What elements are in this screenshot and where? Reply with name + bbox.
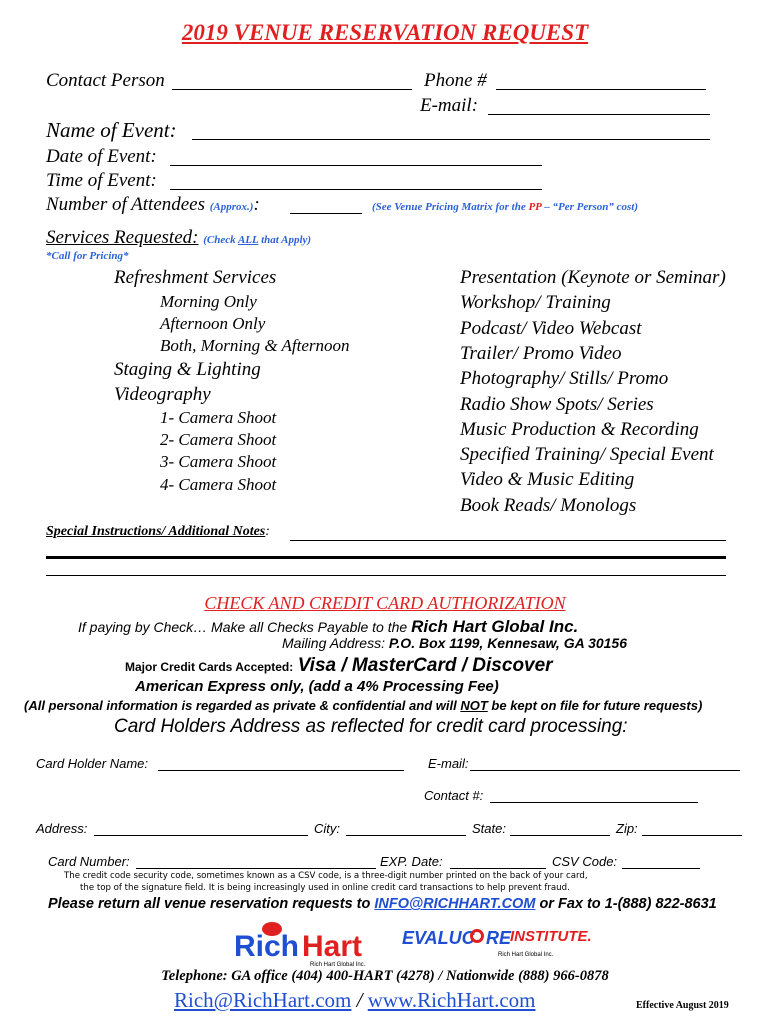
event-date-label: Date of Event: xyxy=(46,146,157,167)
pricing-note-text: (See Venue Pricing Matrix for the xyxy=(372,201,526,213)
call-for-pricing: *Call for Pricing* xyxy=(46,250,129,262)
footer-web-link[interactable]: www.RichHart.com xyxy=(367,988,536,1012)
email-field[interactable] xyxy=(488,114,710,115)
checks-payee: Rich Hart Global Inc. xyxy=(411,617,579,636)
card-email-field[interactable] xyxy=(470,770,740,771)
state-label: State: xyxy=(472,821,506,836)
event-time-field[interactable] xyxy=(170,189,542,190)
city-field[interactable] xyxy=(346,835,466,836)
card-number-field[interactable] xyxy=(136,868,376,869)
privacy-text-a: (All personal information is regarded as private & confidential and will xyxy=(24,698,457,713)
csv-field[interactable] xyxy=(622,868,700,869)
services-heading-text: Services Requested: xyxy=(46,227,199,248)
services-check-note xyxy=(203,234,311,246)
csv-note-2: the top of the signature field. It is being increasingly used in online credit card transactions to help prevent fraud. xyxy=(80,883,570,893)
card-holder-name-label: Card Holder Name: xyxy=(36,756,148,771)
service-podcast[interactable]: Podcast/ Video Webcast xyxy=(460,318,642,339)
logo-institute: INSTITUTE. xyxy=(510,928,592,945)
city-label: City: xyxy=(314,821,340,836)
amex-note: American Express only, (add a 4% Processing Fee) xyxy=(135,678,499,695)
contact-person-label: Contact Person xyxy=(46,70,165,91)
address-label: Address: xyxy=(36,821,88,836)
service-book-reads[interactable]: Book Reads/ Monologs xyxy=(460,495,637,516)
card-number-label: Card Number: xyxy=(48,854,130,869)
return-text-a: Please return all venue reservation requests to xyxy=(48,896,371,912)
notes-label xyxy=(46,524,270,540)
event-time-label: Time of Event: xyxy=(46,170,157,191)
exp-date-field[interactable] xyxy=(450,868,546,869)
cards-label: Major Credit Cards Accepted: xyxy=(125,660,294,674)
attendees-field[interactable] xyxy=(290,213,362,214)
notes-field-1[interactable] xyxy=(290,540,726,541)
state-field[interactable] xyxy=(510,835,610,836)
service-music-production[interactable]: Music Production & Recording xyxy=(460,419,699,440)
card-holder-name-field[interactable] xyxy=(158,770,404,771)
service-specified-training[interactable]: Specified Training/ Special Event xyxy=(460,444,714,465)
mailing-value: P.O. Box 1199, Kennesaw, GA 30156 xyxy=(388,635,627,651)
card-email-label: E-mail: xyxy=(428,756,469,771)
payment-heading: CHECK AND CREDIT CARD AUTHORIZATION xyxy=(204,593,566,613)
privacy-text-b: be kept on file for future requests) xyxy=(491,698,703,713)
footer-email-link[interactable]: Rich@RichHart.com xyxy=(174,988,352,1012)
service-afternoon[interactable]: Afternoon Only xyxy=(160,314,266,333)
attendees-text: Number of Attendees xyxy=(46,194,206,215)
contact-number-label: Contact #: xyxy=(424,788,484,803)
notes-label-text: Special Instructions/ Additional Notes xyxy=(46,524,266,539)
privacy-not: NOT xyxy=(460,698,488,713)
pricing-note xyxy=(372,201,638,213)
footer-separator: / xyxy=(356,988,363,1012)
service-morning[interactable]: Morning Only xyxy=(160,292,257,311)
privacy-note xyxy=(24,698,702,713)
service-cam4[interactable]: 4- Camera Shoot xyxy=(160,475,277,494)
service-editing[interactable]: Video & Music Editing xyxy=(460,469,635,490)
logo-rich-sub: Rich Hart Global Inc. xyxy=(310,962,366,968)
notes-field-2[interactable] xyxy=(46,556,726,559)
telephone-line: Telephone: GA office (404) 400-HART (4278) / Nationwide (888) 966-0878 xyxy=(161,968,609,984)
notes-field-3[interactable] xyxy=(46,575,726,576)
csv-label: CSV Code: xyxy=(552,854,618,869)
services-heading xyxy=(46,227,311,249)
evalucore-logo xyxy=(402,928,592,966)
event-date-field[interactable] xyxy=(170,165,542,166)
return-email-link[interactable]: INFO@RICHHART.COM xyxy=(374,896,536,912)
event-name-field[interactable] xyxy=(192,139,710,140)
notes-colon: : xyxy=(265,524,270,539)
csv-note-1: The credit code security code, sometimes known as a CSV code, is a three-digit number printed on the back of your card, xyxy=(64,871,588,881)
service-both[interactable]: Both, Morning & Afternoon xyxy=(160,336,350,355)
service-cam2[interactable]: 2- Camera Shoot xyxy=(160,430,277,449)
check-note-all: ALL xyxy=(237,234,259,246)
logo-rich: Rich xyxy=(234,930,300,963)
pricing-note-pp: PP xyxy=(528,201,542,213)
logo-hart: Hart xyxy=(302,930,363,963)
cards-value: Visa / MasterCard / Discover xyxy=(297,655,553,676)
email-label: E-mail: xyxy=(420,95,479,116)
attendees-label xyxy=(46,194,260,216)
phone-label: Phone # xyxy=(424,70,487,91)
checks-text: If paying by Check… Make all Checks Payable to the xyxy=(78,619,408,635)
mailing-label: Mailing Address: xyxy=(282,635,385,651)
form-title: 2019 VENUE RESERVATION REQUEST xyxy=(181,20,589,45)
richhart-logo xyxy=(234,924,374,966)
service-refreshment[interactable]: Refreshment Services xyxy=(114,267,277,288)
service-cam1[interactable]: 1- Camera Shoot xyxy=(160,408,277,427)
pricing-note-cost: – “Per Person” cost) xyxy=(544,201,639,213)
zip-field[interactable] xyxy=(642,835,742,836)
cards-accepted xyxy=(125,655,553,677)
logo-evalu-sub: Rich Hart Global Inc. xyxy=(498,952,554,958)
logo-evalu: EVALUC xyxy=(402,928,475,948)
checks-payable xyxy=(78,617,578,637)
return-fax: or Fax to 1-(888) 822-8631 xyxy=(539,896,717,912)
service-cam3[interactable]: 3- Camera Shoot xyxy=(160,452,277,471)
card-address-heading: Card Holders Address as reflected for credit card processing: xyxy=(114,716,628,737)
footer-links xyxy=(174,988,536,1013)
service-photography[interactable]: Photography/ Stills/ Promo xyxy=(460,368,669,389)
return-note xyxy=(48,896,717,912)
phone-field[interactable] xyxy=(496,89,706,90)
effective-date: Effective August 2019 xyxy=(636,1000,729,1011)
event-name-label: Name of Event: xyxy=(46,118,177,142)
service-presentation[interactable]: Presentation (Keynote or Seminar) xyxy=(460,267,726,288)
mailing-address xyxy=(282,635,627,651)
attendees-colon: : xyxy=(253,194,260,215)
check-note-a: (Check xyxy=(203,234,236,246)
logo-globe-icon xyxy=(470,929,484,943)
attendees-approx: (Approx.) xyxy=(209,201,254,213)
service-workshop[interactable]: Workshop/ Training xyxy=(460,292,611,313)
address-field[interactable] xyxy=(94,835,308,836)
service-trailer[interactable]: Trailer/ Promo Video xyxy=(460,343,622,364)
service-videography[interactable]: Videography xyxy=(114,384,211,405)
check-note-b: that Apply) xyxy=(261,234,312,246)
service-radio[interactable]: Radio Show Spots/ Series xyxy=(460,394,654,415)
contact-number-field[interactable] xyxy=(490,802,698,803)
logo-re: RE xyxy=(486,928,512,948)
zip-label: Zip: xyxy=(616,821,638,836)
service-staging[interactable]: Staging & Lighting xyxy=(114,359,261,380)
exp-date-label: EXP. Date: xyxy=(380,854,443,869)
contact-person-field[interactable] xyxy=(172,89,412,90)
